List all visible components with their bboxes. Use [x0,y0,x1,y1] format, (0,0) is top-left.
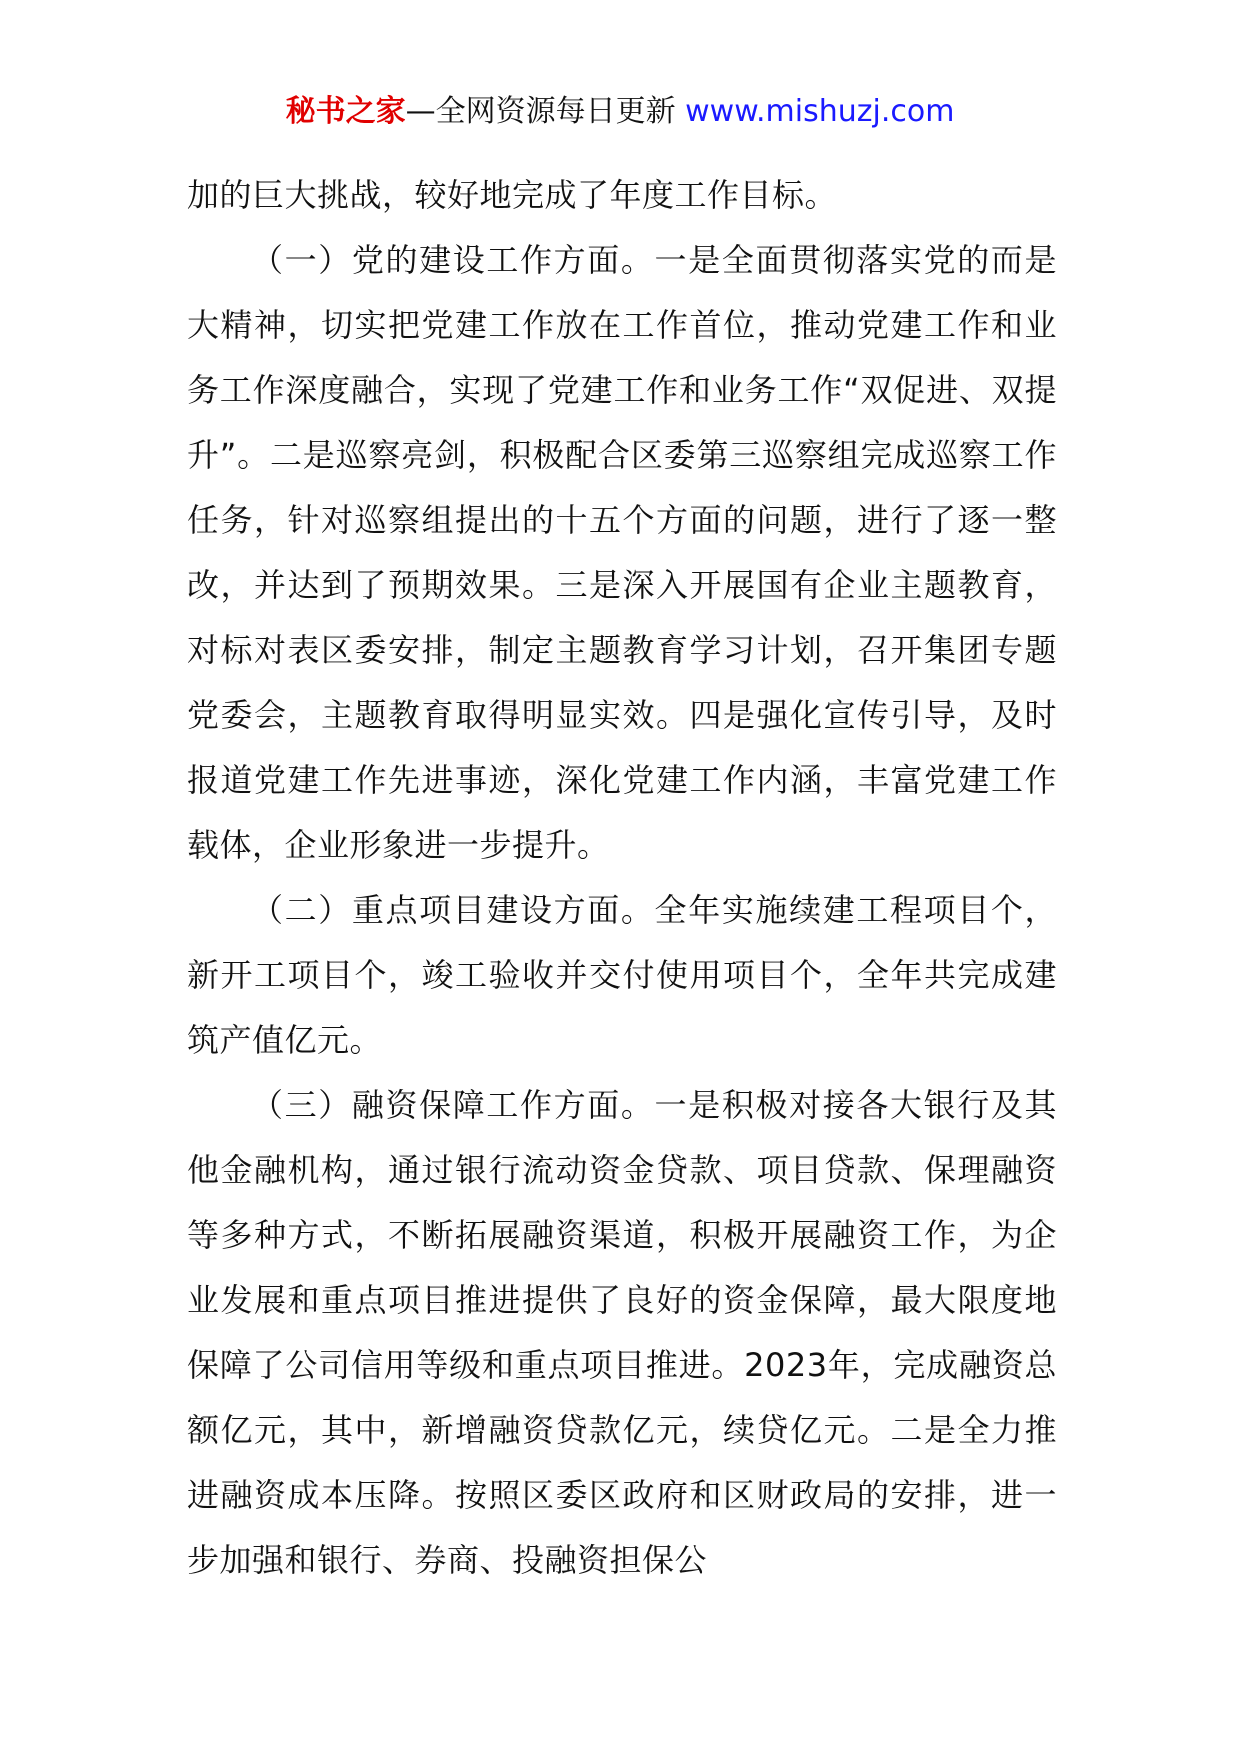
paragraph-financing: （三）融资保障工作方面。一是积极对接各大银行及其他金融机构，通过银行流动资金贷款、项目贷款、保理融资等多种方式，不断拓展融资渠道，积极开展融资工作，为企业发展和重点项目推进提供了良好的资金保障，最大限度地保障了公司信用等级和重点项目推进。2023年，完成融资总额亿元，其中，新增融资贷款亿元，续贷亿元。二是全力推进融资成本压降。按照区委区政府和区财政局的安排，进一步加强和银行、券商、投融资担保公 [187,1086,1057,1579]
paragraph-party-building: （一）党的建设工作方面。一是全面贯彻落实党的而是大精神，切实把党建工作放在工作首位，推动党建工作和业务工作深度融合，实现了党建工作和业务工作“双促进、双提升”。二是巡察亮剑，积极配合区委第三巡察组完成巡察工作任务，针对巡察组提出的十五个方面的问题，进行了逐一整改，并达到了预期效果。三是深入开展国有企业主题教育，对标对表区委安排，制定主题教育学习计划，召开集团专题党委会，主题教育取得明显实效。四是强化宣传引导，及时报道党建工作先进事迹，深化党建工作内涵，丰富党建工作载体，企业形象进一步提升。 [187,241,1057,864]
paragraph-key-projects: （二）重点项目建设方面。全年实施续建工程项目个，新开工项目个，竣工验收并交付使用项目个，全年共完成建筑产值亿元。 [187,891,1057,1059]
paragraph-continuation: 加的巨大挑战，较好地完成了年度工作目标。 [187,176,838,214]
site-slogan: —全网资源每日更新 [405,94,686,129]
site-url-link[interactable]: www.mishuzj.com [685,94,955,129]
document-body [187,163,1057,1593]
site-header [0,92,1240,132]
brand-name: 秘书之家 [285,94,406,129]
